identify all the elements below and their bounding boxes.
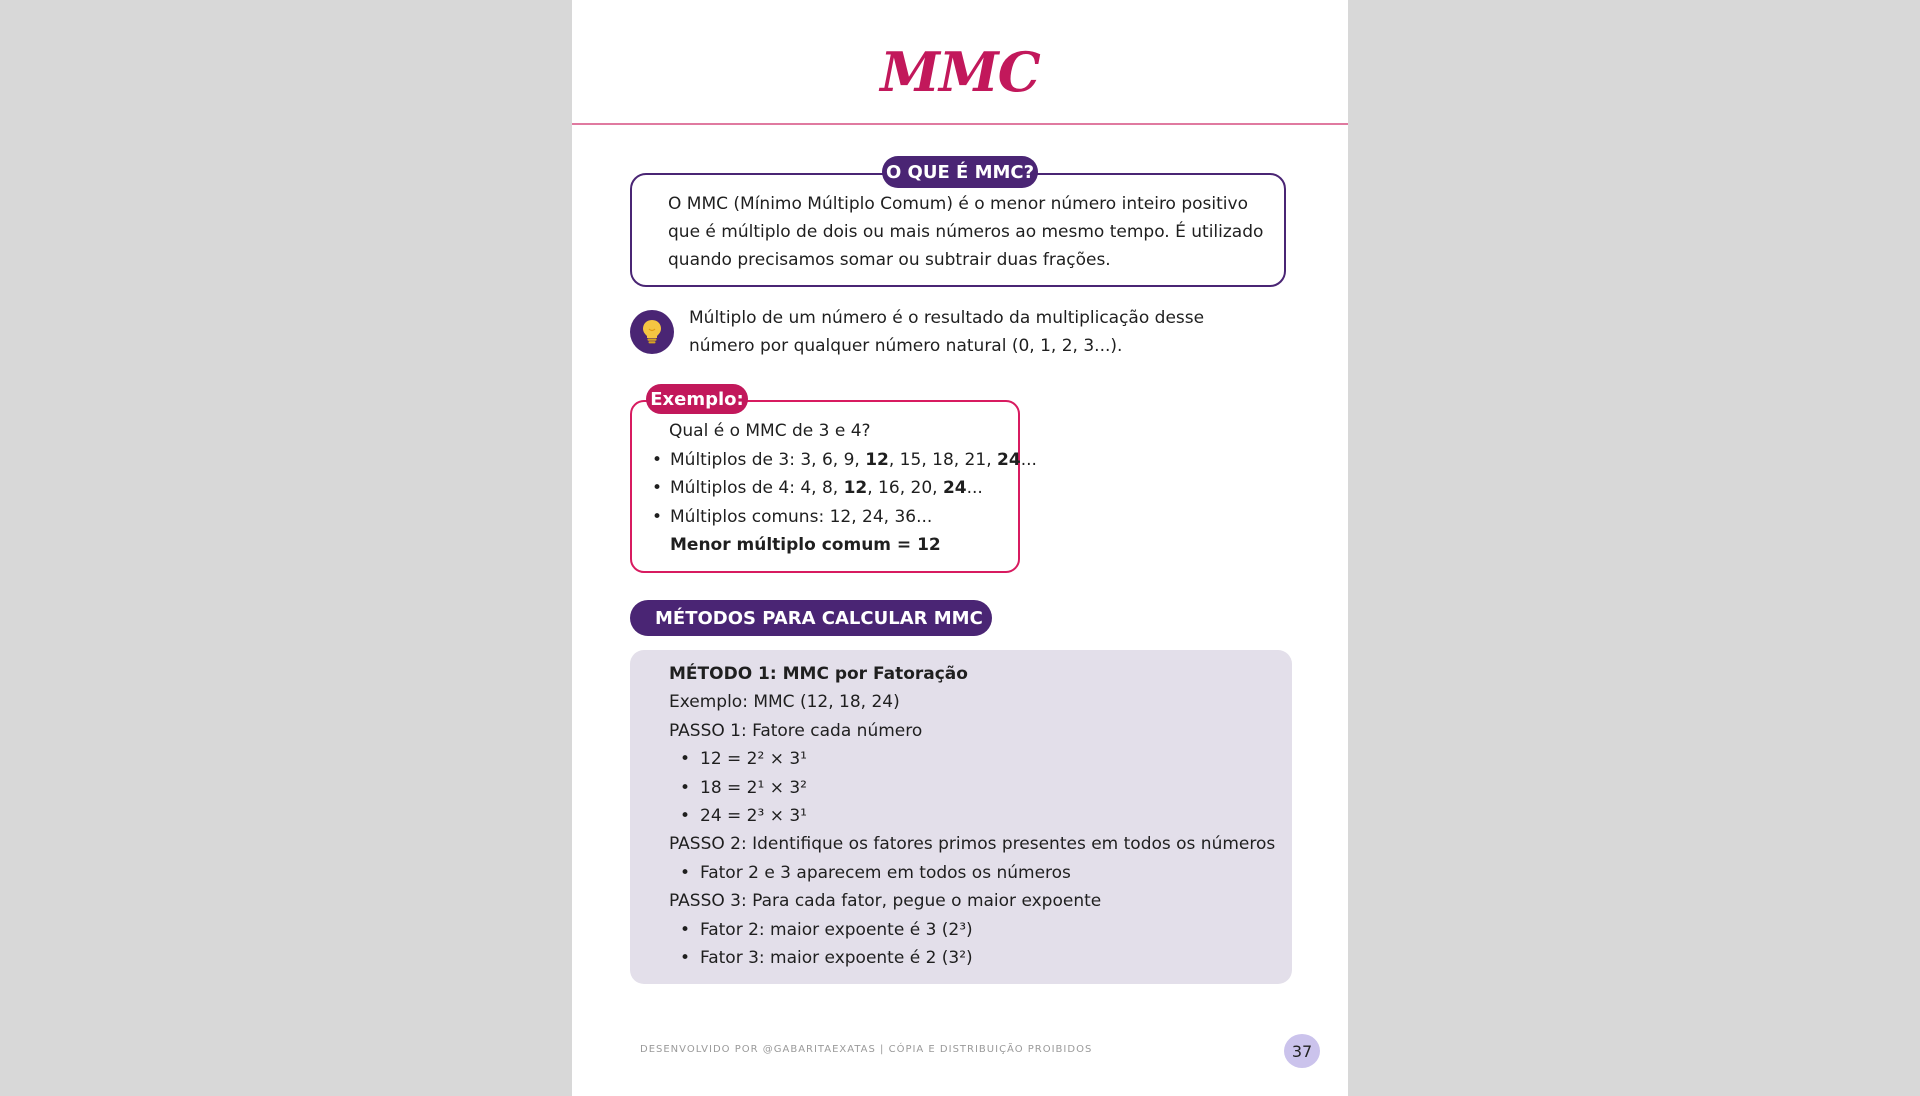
step-3: PASSO 3: Para cada fator, pegue o maior expoente [669,891,1102,912]
list-item: • Múltiplos de 4: 4, 8, 12, 16, 20, 24... [670,474,1037,503]
list-item: • Múltiplos comuns: 12, 24, 36... [670,503,1037,532]
example-list [670,446,1037,560]
step-2: PASSO 2: Identifique os fatores primos presentes em todos os números [669,834,1276,855]
methods-banner: MÉTODOS PARA CALCULAR MMC [630,600,992,636]
lightbulb-icon [630,310,674,354]
list-item: • Múltiplos de 3: 3, 6, 9, 12, 15, 18, 21, 24... [670,446,1037,475]
example-content [670,417,1037,560]
step-1: PASSO 1: Fatore cada número [669,720,923,741]
page-number: 37 [1284,1034,1320,1068]
list-item: • 24 = 2³ × 3¹ [669,802,1309,830]
definition-text: O MMC (Mínimo Múltiplo Comum) é o menor número inteiro positivo que é múltiplo de dois ou mais números ao mesmo tempo. É utilizado quando precisamos somar ou subtrair duas frações. [668,194,1264,270]
definition-tag: O QUE É MMC? [882,156,1038,188]
example-question: Qual é o MMC de 3 e 4? [669,421,871,441]
method-example: Exemplo: MMC (12, 18, 24) [669,692,900,713]
page-title: MMC [880,40,1040,104]
method-title: MÉTODO 1: MMC por Fatoração [669,664,968,684]
list-item: • Fator 3: maior expoente é 2 (3²) [669,944,1309,972]
tip-text: Múltiplo de um número é o resultado da multiplicação desse número por qualquer número natural (0, 1, 2, 3...). [689,308,1205,356]
title-divider [572,123,1348,125]
example-tag: Exemplo: [646,384,748,414]
method-content [669,660,1309,972]
example-result: Menor múltiplo comum = 12 [670,535,941,555]
list-item: • 18 = 2¹ × 3² [669,774,1309,802]
document-page [572,0,1348,1096]
list-item: • Fator 2: maior expoente é 3 (2³) [669,916,1309,944]
list-item: • 12 = 2² × 3¹ [669,745,1309,773]
list-item: • Fator 2 e 3 aparecem em todos os números [669,859,1309,887]
footer-text: DESENVOLVIDO POR @GABARITAEXATAS | CÓPIA E DISTRIBUIÇÃO PROIBIDOS [640,1044,1093,1055]
